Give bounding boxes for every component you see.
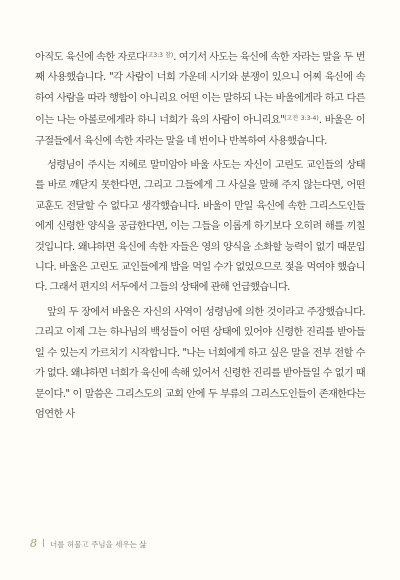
paragraph-text: . 바울은 이 구절들에서 육신에 속한 자라는 말을 네 번이나 반복하여 사용했습니다. [35,115,365,147]
running-title: 너를 허물고 주님을 세우는 삶 [50,540,147,549]
page-footer [30,537,146,550]
paragraph-text: 성령님이 주시는 지혜로 말미암아 바울 사도는 자신이 고린도 교인들의 상태를 바로 깨닫지 못한다면, 그리고 그들에게 그 사실을 말해 주지 않는다면, 어떤 교훈도 전달할 수 없다고 생각했습니다. 바울이 만일 육신에 속한 그리스도인들에게 신령한 양식을 공급한다면, 이는 그들을 이롭게 하기보다 오히려 해를 끼칠 것입니다. 왜냐하면 육신에 속한 자들은 영의 양식을 소화할 능력이 없기 때문입니다. 바울은 고린도 교인들에게 밥을 먹일 수가 없었으므로 젖을 먹여야 했습니다. 그래서 편지의 서두에서 그들의 상태에 관해 언급했습니다. [35,160,365,294]
footer-divider [43,539,44,547]
paragraph [35,156,365,299]
scripture-reference: (고3:3 참) [145,52,174,59]
paragraph-text: . 여기서 사도는 육신에 속한 자라는 말을 두 번째 사용했습니다. "각 사람이 너희 가운데 시기와 분쟁이 있으니 어찌 육신에 속하여 사람을 따라 행함이 아니리요 어떤 이는 말하되 나는 바울에게라 하고 다른 이는 나는 아볼로에게라 하니 너희가 육의 사람이 아니리요" [35,52,366,127]
scripture-reference: (고전 3:3-4) [284,115,319,123]
page-number: 8 [30,537,37,550]
paragraph-text: 아직도 육신에 속한 자로다 [35,52,146,63]
paragraph [35,303,365,425]
paragraph [35,46,365,152]
body-text [35,46,365,425]
paragraph-text: 앞의 두 장에서 바울은 자신의 사역이 성령님에 의한 것이라고 주장했습니다. 그리고 이제 그는 하나님의 백성들이 어떤 상태에 있어야 신령한 진리를 받아들일 수 있는지 가르치기 시작합니다. "나는 너희에게 하고 싶은 말을 전부 전할 수가 없다. 왜냐하면 너희가 육신에 속해 있어서 신령한 진리를 받아들일 수 없기 때문이다." 이 말씀은 그리스도의 교회 안에 두 부류의 그리스도인들이 존재한다는 엄연한 사 [35,306,366,420]
